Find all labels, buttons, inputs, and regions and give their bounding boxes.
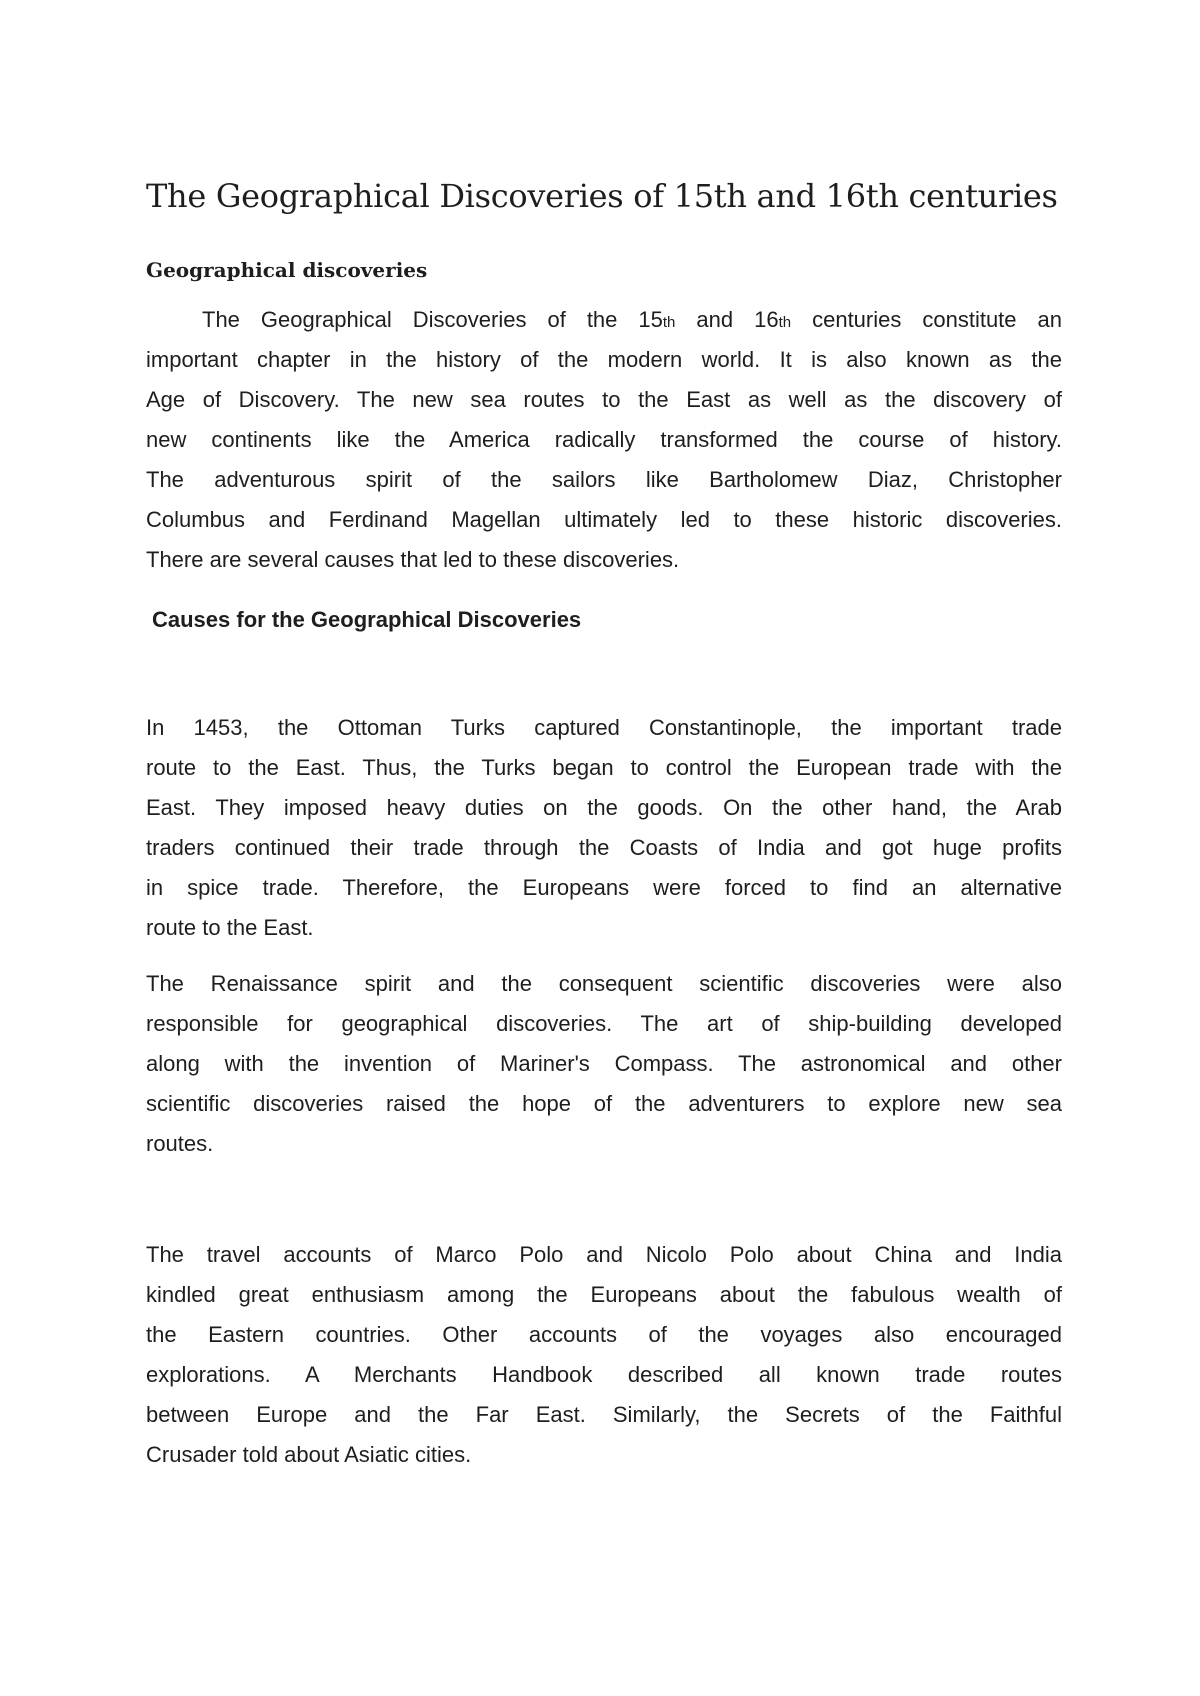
paragraph-line: The adventurous spirit of the sailors like Bartholomew Diaz, Christopher xyxy=(146,467,1062,492)
paragraph-line: East. They imposed heavy duties on the goods. On the other hand, the Arab xyxy=(146,795,1062,820)
paragraph-line: Age of Discovery. The new sea routes to the East as well as the discovery of xyxy=(146,387,1062,412)
paragraph-line: explorations. A Merchants Handbook described all known trade routes xyxy=(146,1362,1062,1387)
paragraph-line: new continents like the America radically transformed the course of history. xyxy=(146,427,1062,452)
paragraph-renaissance xyxy=(146,964,1062,1164)
section-heading-geographical-discoveries: Geographical discoveries xyxy=(146,258,428,282)
paragraph-line: kindled great enthusiasm among the Europeans about the fabulous wealth of xyxy=(146,1282,1062,1307)
paragraph-line: routes. xyxy=(146,1131,214,1156)
paragraph-line: traders continued their trade through the Coasts of India and got huge profits xyxy=(146,835,1062,860)
paragraph-line: between Europe and the Far East. Similarly, the Secrets of the Faithful xyxy=(146,1402,1062,1427)
paragraph-line: The Renaissance spirit and the consequent scientific discoveries were also xyxy=(146,971,1062,996)
paragraph-line: in spice trade. Therefore, the Europeans were forced to find an alternative xyxy=(146,875,1062,900)
section-heading-causes: Causes for the Geographical Discoveries xyxy=(152,607,582,632)
paragraph-introduction xyxy=(146,300,1062,580)
paragraph-line: responsible for geographical discoveries. The art of ship-building developed xyxy=(146,1011,1062,1036)
paragraph-line: In 1453, the Ottoman Turks captured Constantinople, the important trade xyxy=(146,715,1062,740)
paragraph-line: along with the invention of Mariner's Compass. The astronomical and other xyxy=(146,1051,1062,1076)
paragraph-line: The Geographical Discoveries of the 15th and 16th centuries constitute an xyxy=(202,307,1062,332)
paragraph-line: Columbus and Ferdinand Magellan ultimately led to these historic discoveries. xyxy=(146,507,1062,532)
paragraph-line: The travel accounts of Marco Polo and Nicolo Polo about China and India xyxy=(146,1242,1062,1267)
paragraph-line: route to the East. xyxy=(146,915,314,940)
paragraph-line: the Eastern countries. Other accounts of the voyages also encouraged xyxy=(146,1322,1062,1347)
paragraph-travel-accounts xyxy=(146,1235,1062,1475)
paragraph-line: Crusader told about Asiatic cities. xyxy=(146,1442,472,1467)
document-title: The Geographical Discoveries of 15th and 16th centuries xyxy=(146,177,1058,215)
paragraph-line: scientific discoveries raised the hope of the adventurers to explore new sea xyxy=(146,1091,1062,1116)
paragraph-ottoman-turks xyxy=(146,708,1062,948)
paragraph-line: route to the East. Thus, the Turks began to control the European trade with the xyxy=(146,755,1062,780)
paragraph-line: important chapter in the history of the modern world. It is also known as the xyxy=(146,347,1062,372)
paragraph-line: There are several causes that led to these discoveries. xyxy=(146,547,680,572)
